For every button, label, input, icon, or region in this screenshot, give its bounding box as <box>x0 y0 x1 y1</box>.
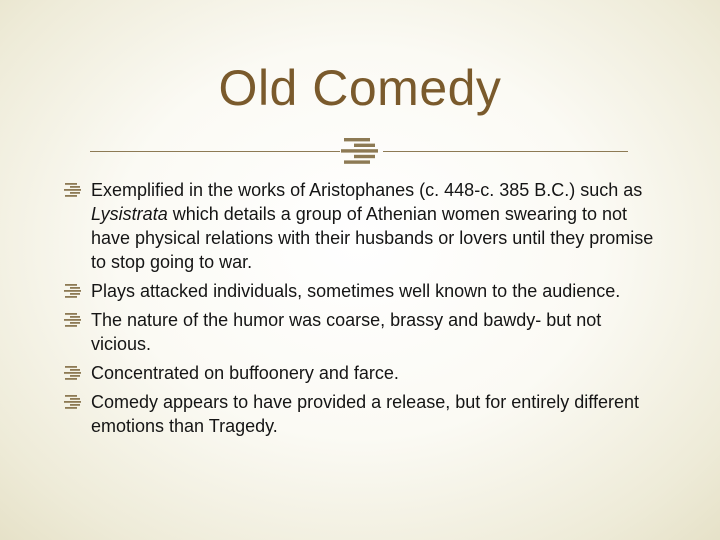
horizontal-lines-icon <box>64 313 82 327</box>
bullet-text: The nature of the humor was coarse, brassy and bawdy- but not vicious. <box>91 310 602 354</box>
slide-title: Old Comedy <box>218 60 502 116</box>
bullet-item <box>64 390 664 438</box>
bullet-item <box>64 308 664 356</box>
bullet-item <box>64 279 664 303</box>
title-divider-right <box>383 151 628 152</box>
horizontal-lines-icon <box>64 395 82 409</box>
bullet-text: which details a group of Athenian women swearing to not have physical relations with their husbands or lovers until they promise to stop going to war. <box>91 204 654 272</box>
bullet-text: Exemplified in the works of Aristophanes (c. 448-c. 385 B.C.) such as <box>91 180 643 200</box>
horizontal-lines-icon <box>64 366 82 380</box>
horizontal-lines-icon <box>64 183 82 197</box>
bullet-text: Concentrated on buffoonery and farce. <box>91 363 399 383</box>
bullet-text: Plays attacked individuals, sometimes well known to the audience. <box>91 281 621 301</box>
play-title: Lysistrata <box>91 204 168 224</box>
title-divider-left <box>90 151 340 152</box>
bullet-text: Comedy appears to have provided a release, but for entirely different emotions than Tragedy. <box>91 392 639 436</box>
horizontal-lines-icon <box>64 284 82 298</box>
horizontal-lines-icon <box>341 138 381 164</box>
bullet-item <box>64 361 664 385</box>
bullet-list <box>64 178 664 443</box>
bullet-item <box>64 178 664 274</box>
